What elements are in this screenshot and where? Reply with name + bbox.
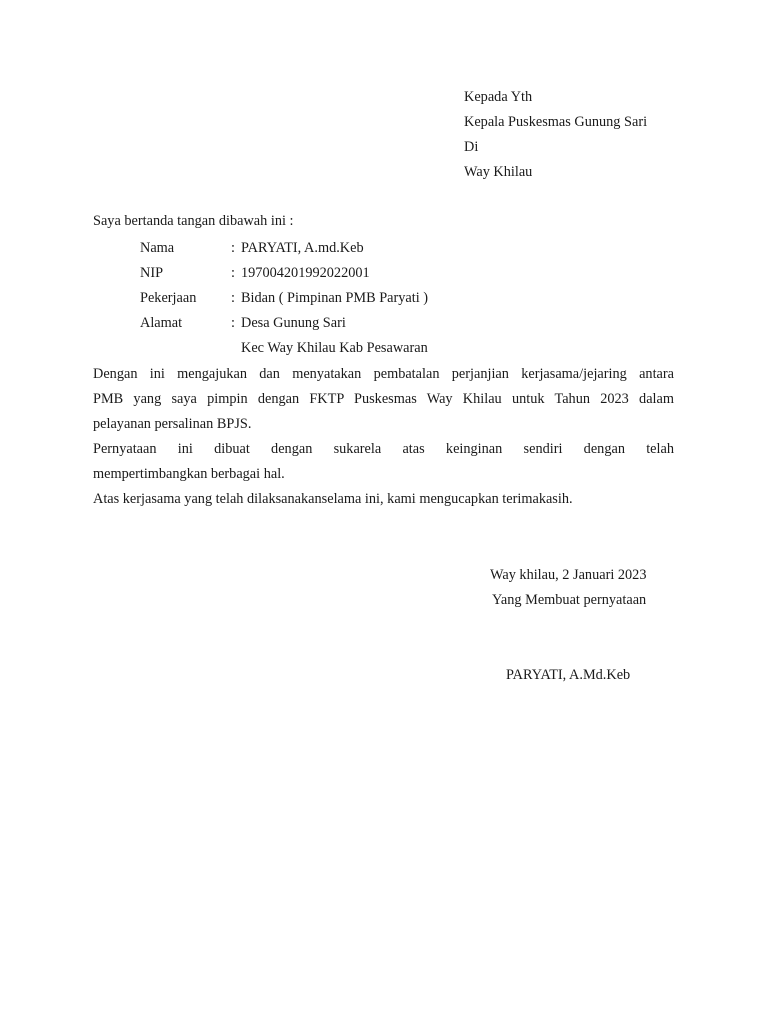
identity-value-alamat: Desa Gunung Sari: [241, 315, 346, 331]
identity-label-alamat: Alamat: [140, 315, 183, 331]
identity-value-pekerjaan: Bidan ( Pimpinan PMB Paryati ): [241, 290, 429, 306]
identity-label-nip: NIP: [140, 265, 164, 281]
identity-value-nip: 197004201992022001: [241, 265, 370, 281]
paragraph-line: pelayanan persalinan BPJS.: [93, 416, 252, 432]
signer-name: PARYATI, A.Md.Keb: [506, 667, 631, 683]
identity-address-continuation: Kec Way Khilau Kab Pesawaran: [241, 340, 428, 356]
signer-role: Yang Membuat pernyataan: [492, 592, 647, 608]
recipient-location: Way Khilau: [464, 164, 533, 180]
identity-separator: :: [231, 290, 235, 306]
paragraph-line: PMB yang saya pimpin dengan FKTP Puskesmas Way Khilau untuk Tahun 2023 dalam: [93, 391, 674, 407]
paragraph-line: mempertimbangkan berbagai hal.: [93, 466, 285, 482]
identity-label-pekerjaan: Pekerjaan: [140, 290, 197, 306]
recipient-preposition: Di: [464, 139, 479, 155]
place-date: Way khilau, 2 Januari 2023: [490, 567, 647, 583]
identity-value-nama: PARYATI, A.md.Keb: [241, 240, 364, 256]
recipient-greeting: Kepada Yth: [464, 89, 533, 105]
identity-separator: :: [231, 315, 235, 331]
paragraph-line: Pernyataan ini dibuat dengan sukarela atas keinginan sendiri dengan telah: [93, 441, 674, 457]
identity-label-nama: Nama: [140, 240, 175, 256]
paragraph-line: Dengan ini mengajukan dan menyatakan pembatalan perjanjian kerjasama/jejaring antara: [93, 366, 674, 382]
identity-separator: :: [231, 240, 235, 256]
paragraph-line: Atas kerjasama yang telah dilaksanakanselama ini, kami mengucapkan terimakasih.: [93, 491, 573, 507]
recipient-title: Kepala Puskesmas Gunung Sari: [464, 114, 648, 130]
intro-statement: Saya bertanda tangan dibawah ini :: [93, 213, 294, 229]
identity-separator: :: [231, 265, 235, 281]
